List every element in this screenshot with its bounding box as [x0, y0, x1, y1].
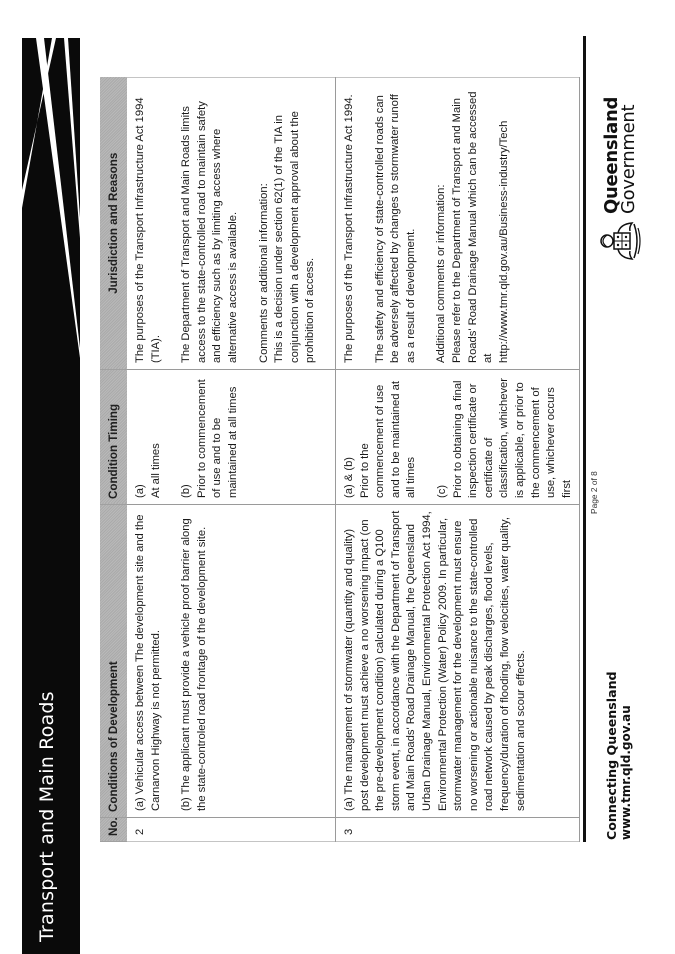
condition-number: 3 — [336, 818, 580, 842]
timing-entry — [435, 375, 575, 498]
footer-divider — [583, 36, 586, 842]
condition-number: 2 — [127, 818, 336, 842]
timing-entry — [133, 375, 164, 498]
queensland-government-logo — [598, 97, 642, 264]
gov-logo-text — [603, 97, 637, 214]
timing-label: (c) — [435, 484, 448, 498]
coat-of-arms-icon — [598, 218, 642, 264]
page-number: Page 2 of 8 — [589, 471, 599, 514]
timing-text: At all times — [149, 443, 162, 498]
condition-paragraph: (a) Vehicular access between The development site and the Carnarvon Highway is not permitted. — [134, 514, 162, 811]
jurisdiction-paragraph: The safety and efficiency of state-controlled roads can be adversely affected by changes to stormwater runoff as a result of development. — [373, 94, 417, 363]
timing-cell — [127, 370, 336, 505]
timing-entry — [342, 375, 420, 498]
jurisdiction-cell — [127, 78, 336, 370]
column-header-no: No. — [100, 818, 127, 842]
condition-paragraph: (a) The management of stormwater (quantity and quality) post development must achieve a no worsening impact (on the pre-development condition) calculated during a Q100 storm event, in accordance with the Department of Transport and Main Roads' Road Drainage Manual, the Queensland Urban Drainage Manual, Environmental Protection Act 1994, Environmental Protection (Water) Policy 2009. In particular, stormwater management for the development must ensure no worsening or actionable nuisance to the state-controlled road network caused by peak discharges, flood levels, frequency/duration of flooding, flow velocities, water quality, sedimentation and scour effects. — [343, 510, 527, 811]
table-header-row — [100, 78, 127, 842]
gov-logo-line2: Government — [618, 104, 639, 214]
jurisdiction-cell — [336, 78, 580, 370]
table-row — [127, 78, 336, 842]
timing-label: (b) — [180, 484, 193, 498]
timing-label: (a) — [134, 484, 146, 498]
column-header-timing: Condition Timing — [100, 370, 127, 505]
footer-website-link[interactable]: www.tmr.qld.gov.au — [619, 705, 633, 840]
header-title: Transport and Main Roads — [36, 691, 58, 942]
timing-text: Prior to the commencement of use and to be maintained at all times — [358, 381, 418, 498]
timing-label: (a) & (b) — [343, 456, 355, 498]
timing-cell — [336, 370, 580, 505]
condition-text-cell — [336, 505, 580, 818]
footer-brand: Connecting Queensland — [604, 671, 619, 840]
jurisdiction-comments: Comments or additional information: This is a decision under section 62(1) of the TIA in conjunction with a development approval about the prohibition of access. — [257, 111, 317, 363]
jurisdiction-comments: Additional comments or information: Please refer to the Department of Transport and Main Roads' Road Drainage Manual which can be accessed at http://www.tmr.qld.gov.au/Business-industry/Tech — [435, 91, 510, 363]
condition-paragraph: (b) The applicant must provide a vehicle proof barrier along the state-controled road frontage of the development site. — [180, 518, 208, 811]
timing-entry — [179, 375, 241, 498]
timing-text: Prior to obtaining a final inspection certificate or certificate of classification, whichever is applicable, or prior to the commencement of use, whichever occurs first — [451, 377, 573, 498]
footer-brand-block — [605, 671, 633, 840]
gov-logo-line1: Queensland — [601, 96, 622, 214]
column-header-jurisdiction: Jurisdiction and Reasons — [100, 78, 127, 370]
jurisdiction-paragraph: The Department of Transport and Main Roads limits access to the state-controlled road to maintain safety and efficiency such as by limiting access where alternative access is available. — [180, 101, 239, 363]
conditions-table — [100, 77, 580, 842]
timing-text: Prior to commencement of use and to be maintained at all times — [195, 379, 239, 498]
column-header-conditions: Conditions of Development — [100, 505, 127, 818]
jurisdiction-paragraph: The purposes of the Transport Infrastructure Act 1994 (TIA). — [134, 97, 162, 363]
condition-text-cell — [127, 505, 336, 818]
jurisdiction-paragraph: The purposes of the Transport Infrastructure Act 1994. — [343, 94, 355, 363]
table-row — [336, 78, 580, 842]
road-stripes-graphic — [22, 38, 80, 358]
header-bar — [22, 38, 80, 954]
